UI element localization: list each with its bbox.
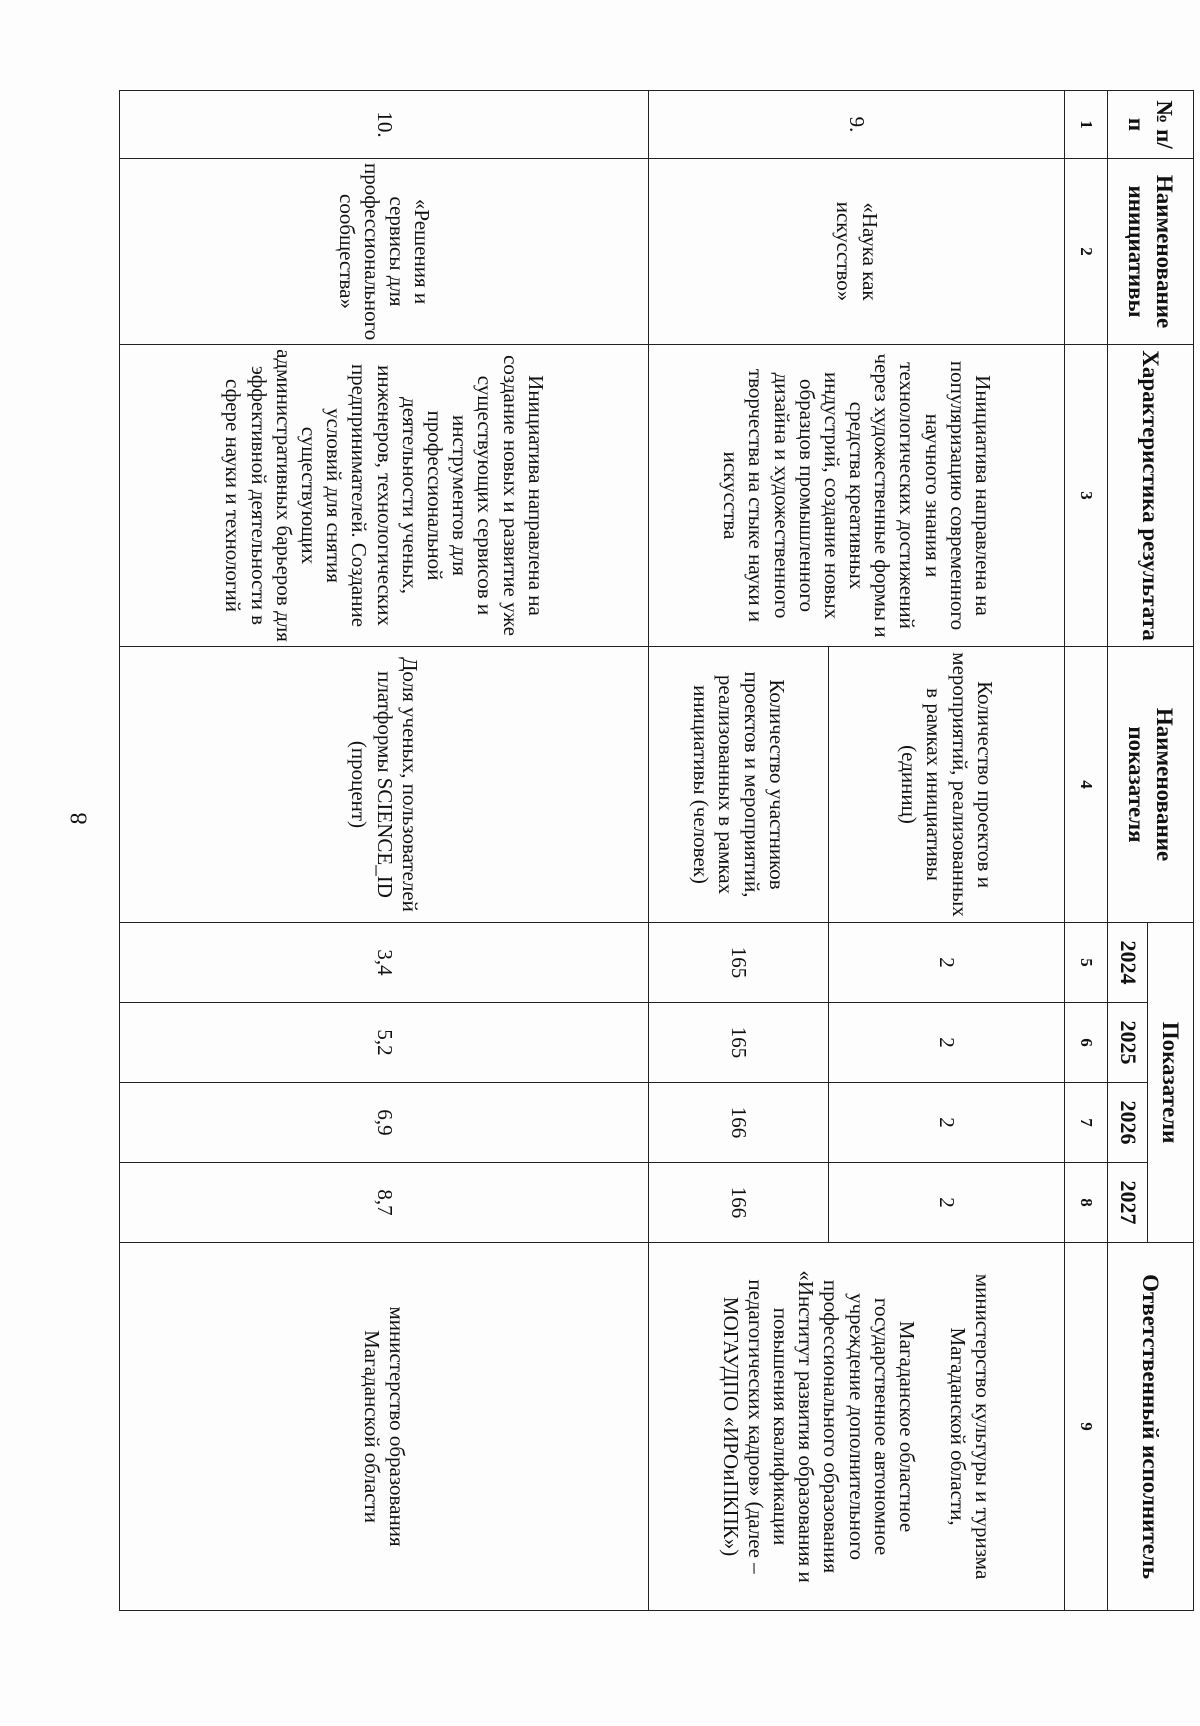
header-indicators-group: Показатели — [1148, 923, 1194, 1243]
header-indicator: Наименование показателя — [1108, 647, 1194, 923]
indicator-name: Количество участников проектов и мероприятий, реализованных в рамках инициативы (человек) — [649, 647, 829, 923]
row-number: 9. — [649, 91, 1065, 159]
column-number: 8 — [1065, 1163, 1108, 1243]
row-number: 10. — [120, 91, 649, 159]
header-year: 2026 — [1108, 1083, 1148, 1163]
column-number: 5 — [1065, 923, 1108, 1003]
result-characteristic: Инициатива направлена на популяризацию современного научного знания и технологических достижений через художественные формы и средства креативных индустрий, создание новых образцов промышленного дизайна и художественного творчества на стыке науки и искусства — [649, 345, 1065, 647]
column-number: 2 — [1065, 159, 1108, 345]
indicator-value: 8,7 — [120, 1163, 649, 1243]
table-row — [120, 91, 649, 1611]
indicator-name: Доля ученых, пользователей платформы SCIENCE_ID (процент) — [120, 647, 649, 923]
indicator-value: 6,9 — [120, 1083, 649, 1163]
header-year: 2025 — [1108, 1003, 1148, 1083]
document-table-rotated — [119, 90, 1194, 1610]
page-number: 8 — [66, 812, 93, 825]
header-characteristic: Характеристика результата — [1108, 345, 1194, 647]
column-numbers-row — [1065, 91, 1108, 1611]
indicator-value: 165 — [649, 923, 829, 1003]
responsible-executor: министерство образования Магаданской области — [120, 1243, 649, 1611]
indicator-value: 2 — [829, 923, 1065, 1003]
indicator-value: 3,4 — [120, 923, 649, 1003]
indicator-value: 2 — [829, 1163, 1065, 1243]
column-number: 9 — [1065, 1243, 1108, 1611]
result-characteristic: Инициатива направлена на создание новых и развитие уже существующих сервисов и инструментов для профессиональной деятельности ученых, инженеров, технологических предпринимателей. Создание условий для снятия существующих административных барьеров для эффективной деятельности в сфере науки и технологий — [120, 345, 649, 647]
column-number: 4 — [1065, 647, 1108, 923]
initiative-name: «Решения и сервисы для профессионального сообщества» — [120, 159, 649, 345]
indicator-value: 166 — [649, 1163, 829, 1243]
indicator-value: 2 — [829, 1003, 1065, 1083]
indicator-value: 2 — [829, 1083, 1065, 1163]
indicator-value: 5,2 — [120, 1003, 649, 1083]
header-year: 2027 — [1108, 1163, 1148, 1243]
column-number: 7 — [1065, 1083, 1108, 1163]
header-year: 2024 — [1108, 923, 1148, 1003]
responsible-executor — [649, 1243, 1065, 1611]
header-initiative: Наименование инициативы — [1108, 159, 1194, 345]
responsible-line: министерство культуры и туризма Магаданской области, — [946, 1273, 996, 1580]
indicator-value: 165 — [649, 1003, 829, 1083]
indicator-name: Количество проектов и мероприятий, реализованных в рамках инициативы (единиц) — [829, 647, 1065, 923]
header-num: № п/п — [1108, 91, 1194, 159]
indicator-value: 166 — [649, 1083, 829, 1163]
header-responsible: Ответственный исполнитель — [1108, 1243, 1194, 1611]
header-row — [1148, 91, 1194, 1611]
column-number: 6 — [1065, 1003, 1108, 1083]
initiative-name: «Наука как искусство» — [649, 159, 1065, 345]
table-row — [829, 91, 1065, 1611]
column-number: 1 — [1065, 91, 1108, 159]
responsible-line: Магаданское областное государственное автономное учреждение дополнительного профессионального образования «Институт развития образования и повышения квалификации педагогических кадров» (далее – МОГАУДПО «ИРОиПКПК») — [718, 1270, 920, 1583]
column-number: 3 — [1065, 345, 1108, 647]
initiatives-table — [119, 90, 1194, 1611]
